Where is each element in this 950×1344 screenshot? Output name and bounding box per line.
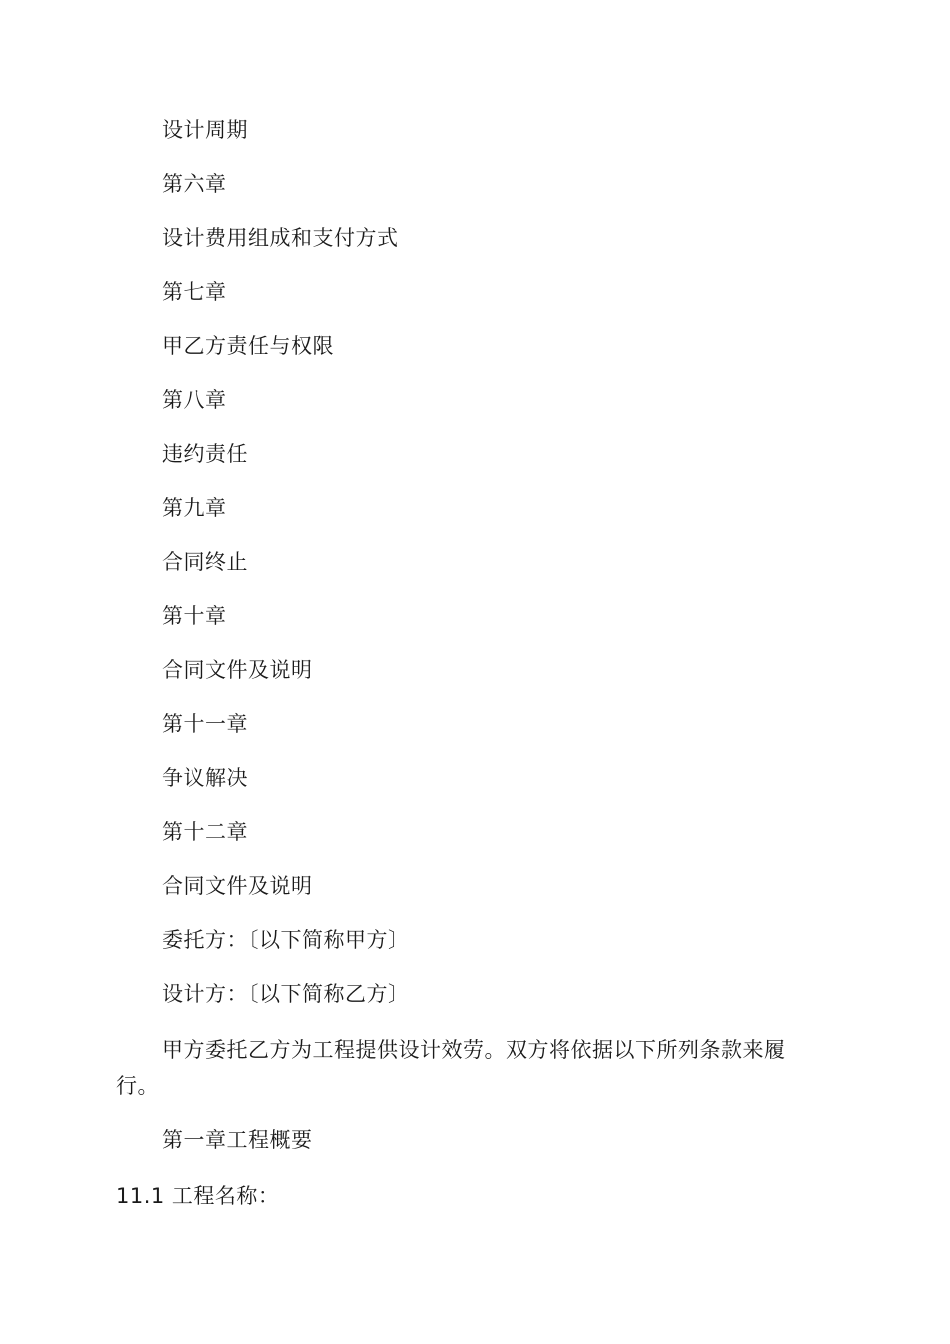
designer-party-line: 设计方：〔以下简称乙方〕 [162,982,410,1006]
toc-line: 设计周期 [162,118,248,142]
toc-line: 第十章 [162,604,227,628]
toc-line: 争议解决 [162,766,248,790]
toc-line: 第十一章 [162,712,248,736]
toc-line: 第九章 [162,496,227,520]
toc-line: 第十二章 [162,820,248,844]
toc-line: 违约责任 [162,442,248,466]
client-party-line: 委托方：〔以下简称甲方〕 [162,928,410,952]
toc-line: 甲乙方责任与权限 [162,334,334,358]
section-heading: 11.1 工程名称： [116,1184,280,1208]
intro-paragraph: 甲方委托乙方为工程提供设计效劳。双方将依据以下所列条款来履行。 [116,1038,786,1098]
toc-line: 第六章 [162,172,227,196]
toc-line: 设计费用组成和支付方式 [162,226,399,250]
toc-line: 合同文件及说明 [162,874,313,898]
chapter-one-heading: 第一章工程概要 [162,1128,313,1152]
toc-line: 第七章 [162,280,227,304]
toc-line: 合同文件及说明 [162,658,313,682]
toc-line: 合同终止 [162,550,248,574]
toc-line: 第八章 [162,388,227,412]
